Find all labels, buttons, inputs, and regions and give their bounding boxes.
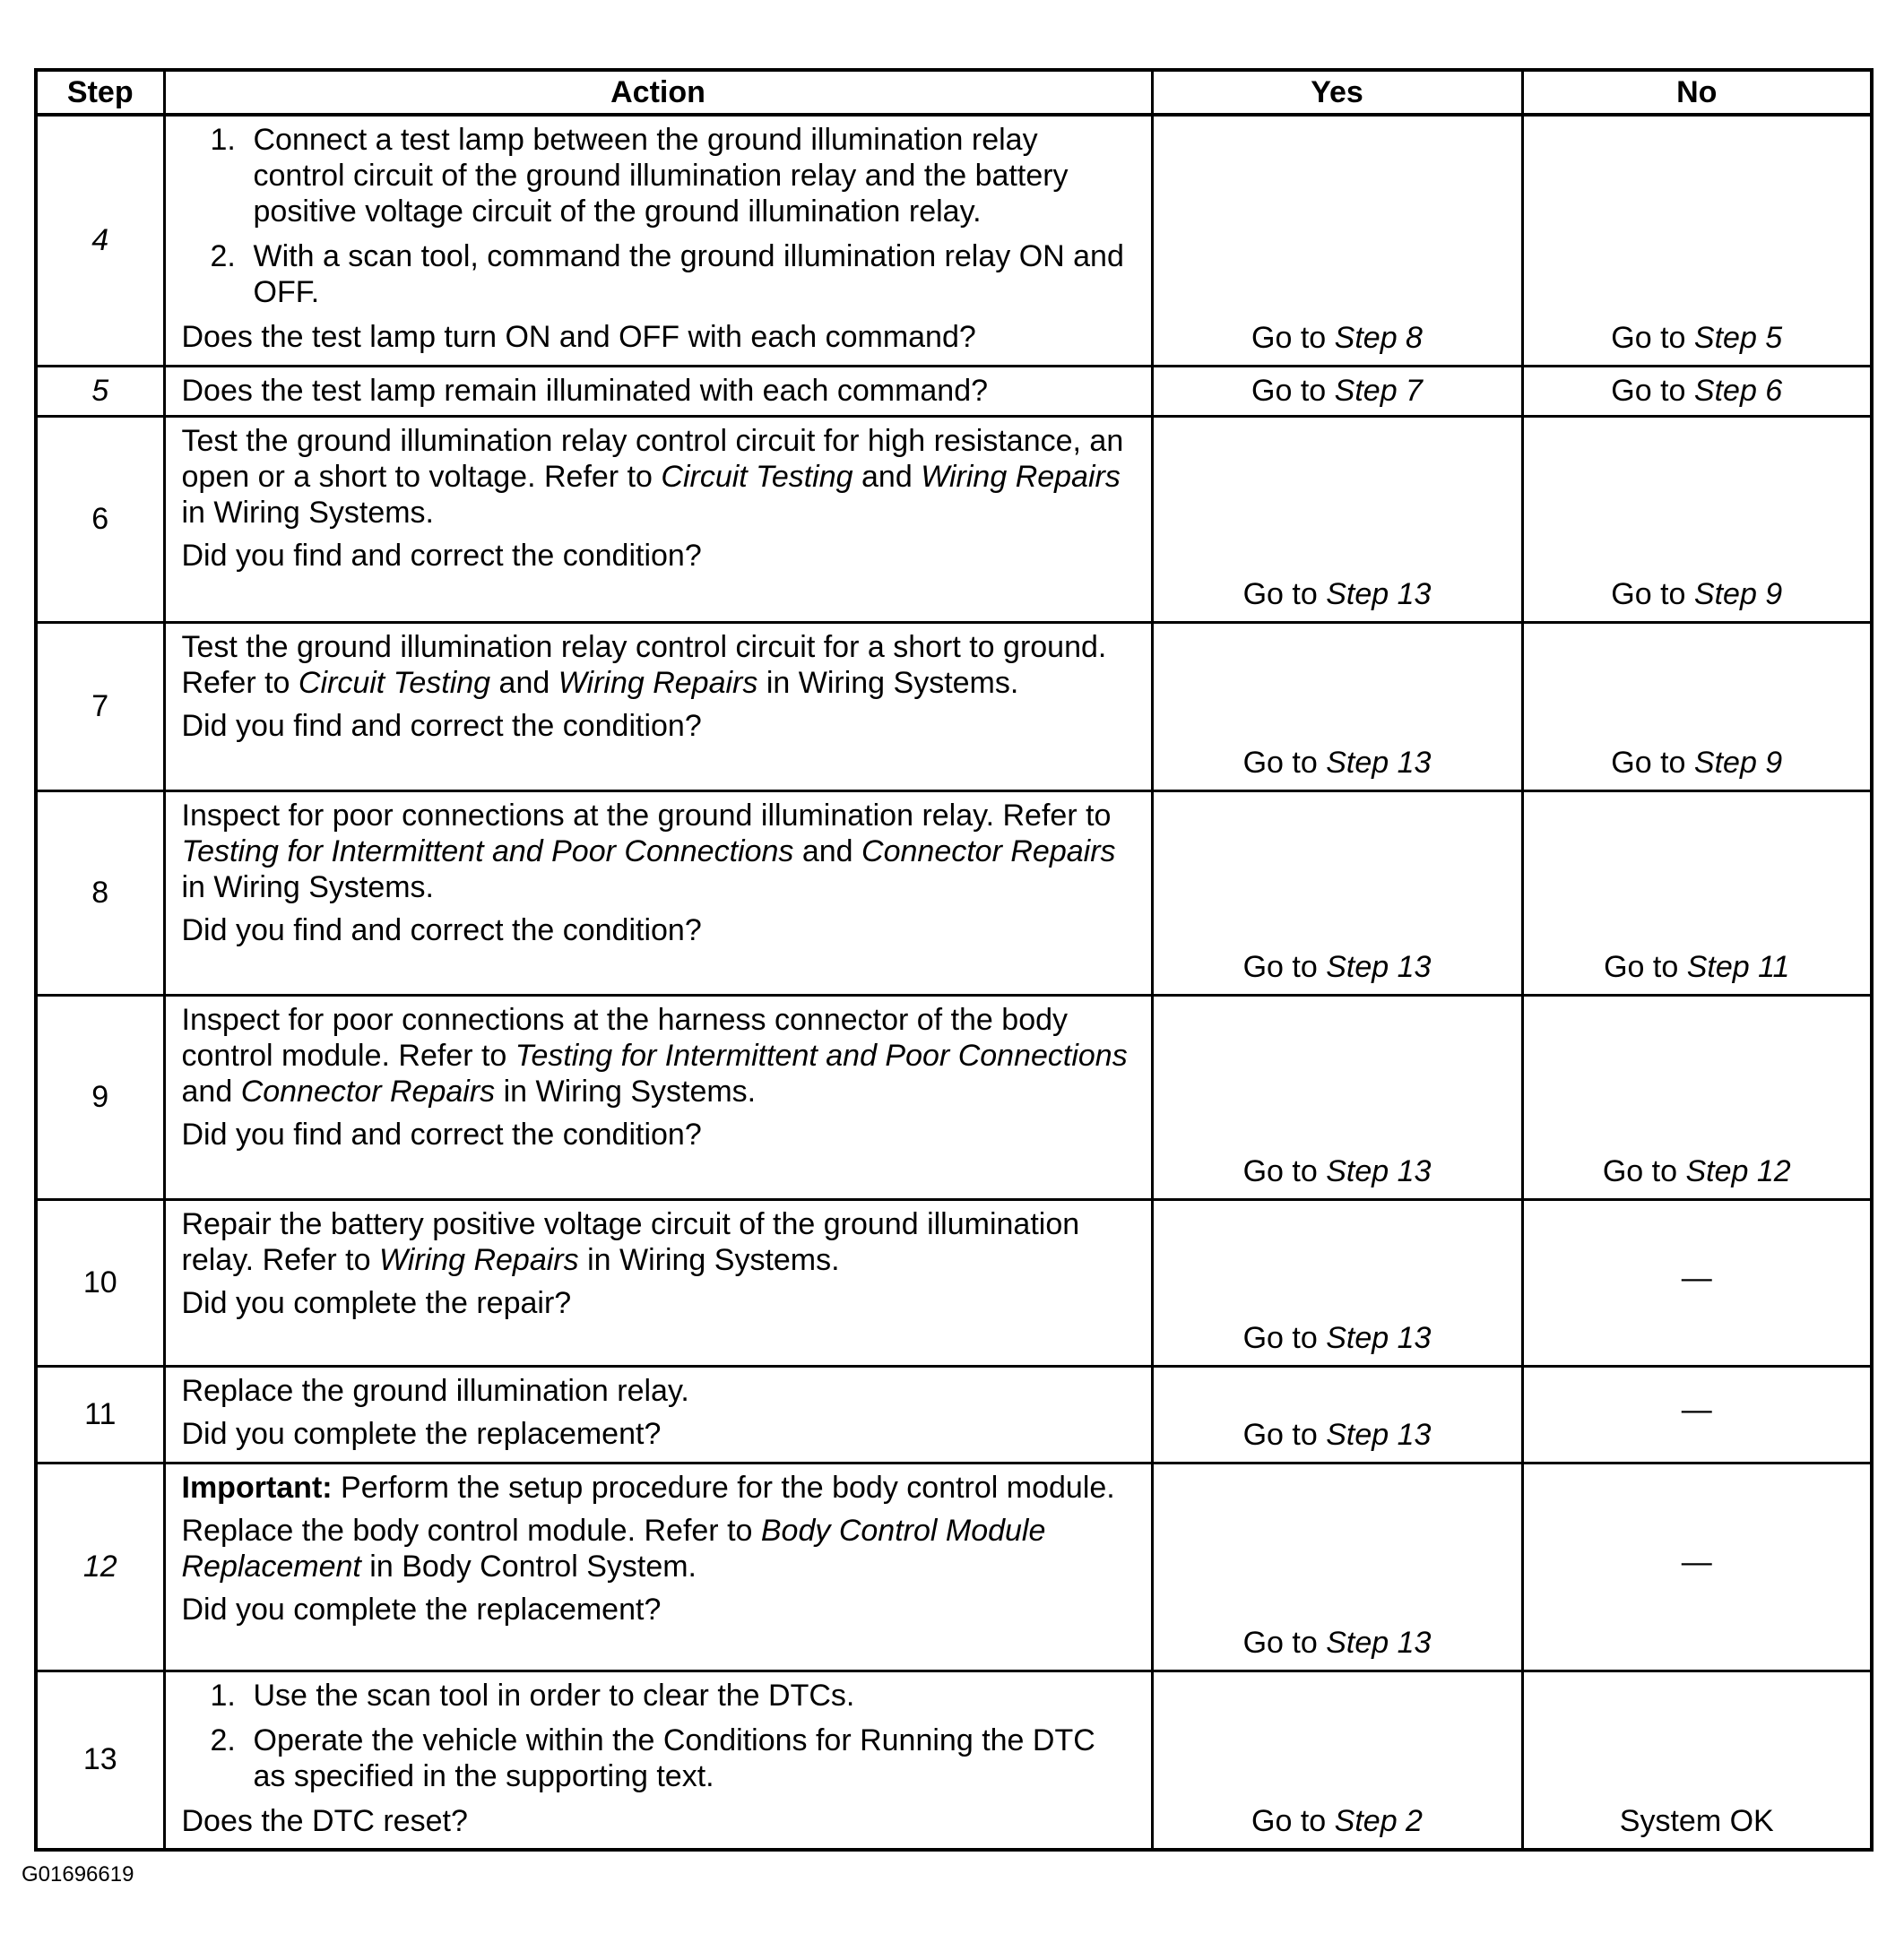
yes-cell xyxy=(1152,790,1522,995)
important-label: Important: xyxy=(181,1470,333,1505)
question-text: Does the DTC reset? xyxy=(181,1803,468,1838)
action-cell xyxy=(164,790,1152,995)
question-text: Did you find and correct the condition? xyxy=(181,912,702,947)
header-step: Step xyxy=(36,70,164,115)
list-text: Connect a test lamp between the ground illumination relay control circuit of the ground illumination relay and the battery positive voltage circuit of the ground illumination relay. xyxy=(253,123,1069,229)
action-cell xyxy=(164,1463,1152,1671)
action-cell xyxy=(164,622,1152,790)
reference-link[interactable]: Connector Repairs xyxy=(861,833,1116,868)
yes-cell xyxy=(1152,366,1522,416)
reference-link[interactable]: Circuit Testing xyxy=(661,459,853,494)
goto-step-link[interactable]: Step 13 xyxy=(1326,1625,1432,1660)
goto-step-link[interactable]: Step 13 xyxy=(1326,1320,1432,1355)
instruction-list xyxy=(182,1678,1133,1794)
header-yes: Yes xyxy=(1152,70,1522,115)
goto-step-link[interactable]: Step 5 xyxy=(1693,320,1783,355)
table-row xyxy=(36,790,1872,995)
instruction-text xyxy=(182,423,1133,531)
conjunction: and xyxy=(801,833,853,868)
instruction-body: in Wiring Systems. xyxy=(181,869,434,904)
list-text: Use the scan tool in order to clear the DTCs. xyxy=(253,1678,855,1713)
step-number: 9 xyxy=(36,995,164,1199)
instruction-body: Test the ground illumination relay control circuit for high resistance, an open or a short to voltage. Refer to xyxy=(181,423,1124,494)
step-number: 4 xyxy=(36,115,164,366)
goto-step-link[interactable]: Step 8 xyxy=(1334,320,1423,355)
diagnostic-table xyxy=(34,68,1874,1852)
reference-link[interactable]: Testing for Intermittent and Poor Connections xyxy=(515,1038,1128,1073)
yes-cell xyxy=(1152,416,1522,622)
table-row xyxy=(36,416,1872,622)
goto-prefix: Go to xyxy=(1251,373,1327,408)
step-number: 13 xyxy=(36,1671,164,1850)
instruction-text: Replace the ground illumination relay. xyxy=(181,1373,689,1408)
question-text: Did you find and correct the condition? xyxy=(181,538,702,573)
question-text: Does the test lamp turn ON and OFF with each command? xyxy=(181,320,976,354)
goto-step-link[interactable]: Step 13 xyxy=(1326,576,1432,611)
yes-cell xyxy=(1152,1671,1522,1850)
list-item xyxy=(182,122,1133,229)
instruction-body: in Body Control System. xyxy=(369,1549,697,1584)
goto-step-link[interactable]: Step 12 xyxy=(1685,1153,1791,1188)
action-cell xyxy=(164,1671,1152,1850)
instruction-body: Replace the body control module. Refer to xyxy=(181,1513,753,1548)
no-cell-result: System OK xyxy=(1522,1671,1872,1850)
step-number: 6 xyxy=(36,416,164,622)
action-cell xyxy=(164,995,1152,1199)
goto-prefix: Go to xyxy=(1611,373,1686,408)
list-number: 2. xyxy=(210,1723,236,1757)
goto-prefix: Go to xyxy=(1242,949,1318,984)
action-cell xyxy=(164,115,1152,366)
goto-prefix: Go to xyxy=(1604,949,1679,984)
instruction-body: Test the ground illumination relay control circuit for a short to ground. Refer to xyxy=(181,629,1107,700)
table-row xyxy=(36,1199,1872,1366)
goto-prefix: Go to xyxy=(1251,320,1327,355)
goto-step-link[interactable]: Step 13 xyxy=(1326,1153,1432,1188)
no-cell-dash: — xyxy=(1522,1463,1872,1671)
header-action: Action xyxy=(164,70,1152,115)
no-cell-dash: — xyxy=(1522,1199,1872,1366)
goto-step-link[interactable]: Step 13 xyxy=(1326,949,1432,984)
goto-prefix: Go to xyxy=(1242,576,1318,611)
table-row xyxy=(36,995,1872,1199)
no-cell xyxy=(1522,416,1872,622)
table-row xyxy=(36,1366,1872,1463)
goto-step-link[interactable]: Step 9 xyxy=(1693,745,1783,780)
list-number: 1. xyxy=(210,1678,236,1713)
instruction-text xyxy=(182,1513,1133,1584)
instruction-body: Inspect for poor connections at the ground illumination relay. Refer to xyxy=(181,798,1112,833)
question-text: Does the test lamp remain illuminated with each command? xyxy=(181,374,989,408)
list-item xyxy=(182,1723,1133,1794)
header-row xyxy=(36,70,1872,115)
conjunction: and xyxy=(181,1074,233,1109)
table-row xyxy=(36,366,1872,416)
question-text: Did you complete the replacement? xyxy=(181,1592,662,1627)
table-row xyxy=(36,1671,1872,1850)
goto-step-link[interactable]: Step 6 xyxy=(1693,373,1783,408)
goto-prefix: Go to xyxy=(1242,1417,1318,1452)
header-no: No xyxy=(1522,70,1872,115)
list-number: 2. xyxy=(210,239,236,273)
list-text: With a scan tool, command the ground illumination relay ON and OFF. xyxy=(253,239,1124,309)
question-text: Did you find and correct the condition? xyxy=(181,708,702,743)
step-number: 11 xyxy=(36,1366,164,1463)
reference-link[interactable]: Circuit Testing xyxy=(298,665,491,700)
reference-link[interactable]: Wiring Repairs xyxy=(378,1242,579,1277)
conjunction: and xyxy=(498,665,550,700)
goto-prefix: Go to xyxy=(1242,745,1318,780)
action-cell xyxy=(164,366,1152,416)
no-cell xyxy=(1522,115,1872,366)
table-row xyxy=(36,115,1872,366)
no-cell xyxy=(1522,366,1872,416)
question-text: Did you complete the repair? xyxy=(181,1285,572,1320)
reference-link[interactable]: Testing for Intermittent and Poor Connections xyxy=(181,833,794,868)
step-number: 12 xyxy=(36,1463,164,1671)
instruction-body: in Wiring Systems. xyxy=(181,495,434,530)
instruction-body: Repair the battery positive voltage circuit of the ground illumination relay. Refer to xyxy=(181,1206,1080,1277)
important-note xyxy=(182,1470,1133,1506)
no-cell xyxy=(1522,790,1872,995)
instruction-text xyxy=(182,629,1133,701)
instruction-body: Inspect for poor connections at the harness connector of the body control module. Refer to xyxy=(181,1002,1069,1073)
goto-prefix: Go to xyxy=(1242,1153,1318,1188)
goto-prefix: Go to xyxy=(1611,320,1686,355)
list-item xyxy=(182,1678,1133,1714)
goto-prefix: Go to xyxy=(1242,1320,1318,1355)
goto-prefix: Go to xyxy=(1611,745,1686,780)
no-cell xyxy=(1522,622,1872,790)
goto-prefix: Go to xyxy=(1251,1803,1327,1838)
action-cell xyxy=(164,1366,1152,1463)
goto-step-link[interactable]: Step 2 xyxy=(1334,1803,1423,1838)
goto-step-link[interactable]: Step 13 xyxy=(1326,1417,1432,1452)
conjunction: and xyxy=(861,459,913,494)
no-cell-dash: — xyxy=(1522,1366,1872,1463)
important-text: Perform the setup procedure for the body control module. xyxy=(341,1470,1115,1505)
instruction-body: in Wiring Systems. xyxy=(587,1242,840,1277)
table-row xyxy=(36,622,1872,790)
goto-step-link[interactable]: Step 11 xyxy=(1686,949,1790,984)
goto-step-link[interactable]: Step 13 xyxy=(1326,745,1432,780)
reference-link[interactable]: Wiring Repairs xyxy=(921,459,1121,494)
instruction-text xyxy=(182,1002,1133,1110)
yes-cell xyxy=(1152,995,1522,1199)
goto-prefix: Go to xyxy=(1242,1625,1318,1660)
step-number: 7 xyxy=(36,622,164,790)
step-number: 8 xyxy=(36,790,164,995)
question-text: Did you find and correct the condition? xyxy=(181,1117,702,1152)
reference-link[interactable]: Connector Repairs xyxy=(240,1074,496,1109)
step-number: 5 xyxy=(36,366,164,416)
action-cell xyxy=(164,1199,1152,1366)
instruction-list xyxy=(182,122,1133,310)
action-cell xyxy=(164,416,1152,622)
list-number: 1. xyxy=(210,123,236,157)
instruction-text xyxy=(182,1206,1133,1278)
yes-cell xyxy=(1152,1463,1522,1671)
instruction-text xyxy=(182,798,1133,905)
yes-cell xyxy=(1152,622,1522,790)
reference-link[interactable]: Body Control Module Replacement xyxy=(181,1513,1046,1584)
yes-cell xyxy=(1152,1366,1522,1463)
goto-step-link[interactable]: Step 7 xyxy=(1334,373,1423,408)
question-text: Did you complete the replacement? xyxy=(181,1416,662,1451)
step-number: 10 xyxy=(36,1199,164,1366)
yes-cell xyxy=(1152,115,1522,366)
reference-link[interactable]: Wiring Repairs xyxy=(558,665,758,700)
figure-id: G01696619 xyxy=(22,1862,134,1887)
instruction-body: in Wiring Systems. xyxy=(766,665,1019,700)
table-row xyxy=(36,1463,1872,1671)
list-item xyxy=(182,238,1133,310)
yes-cell xyxy=(1152,1199,1522,1366)
goto-prefix: Go to xyxy=(1602,1153,1677,1188)
list-text: Operate the vehicle within the Conditions for Running the DTC as specified in the supporting text. xyxy=(253,1723,1095,1793)
goto-step-link[interactable]: Step 9 xyxy=(1693,576,1783,611)
instruction-body: in Wiring Systems. xyxy=(503,1074,757,1109)
no-cell xyxy=(1522,995,1872,1199)
goto-prefix: Go to xyxy=(1611,576,1686,611)
